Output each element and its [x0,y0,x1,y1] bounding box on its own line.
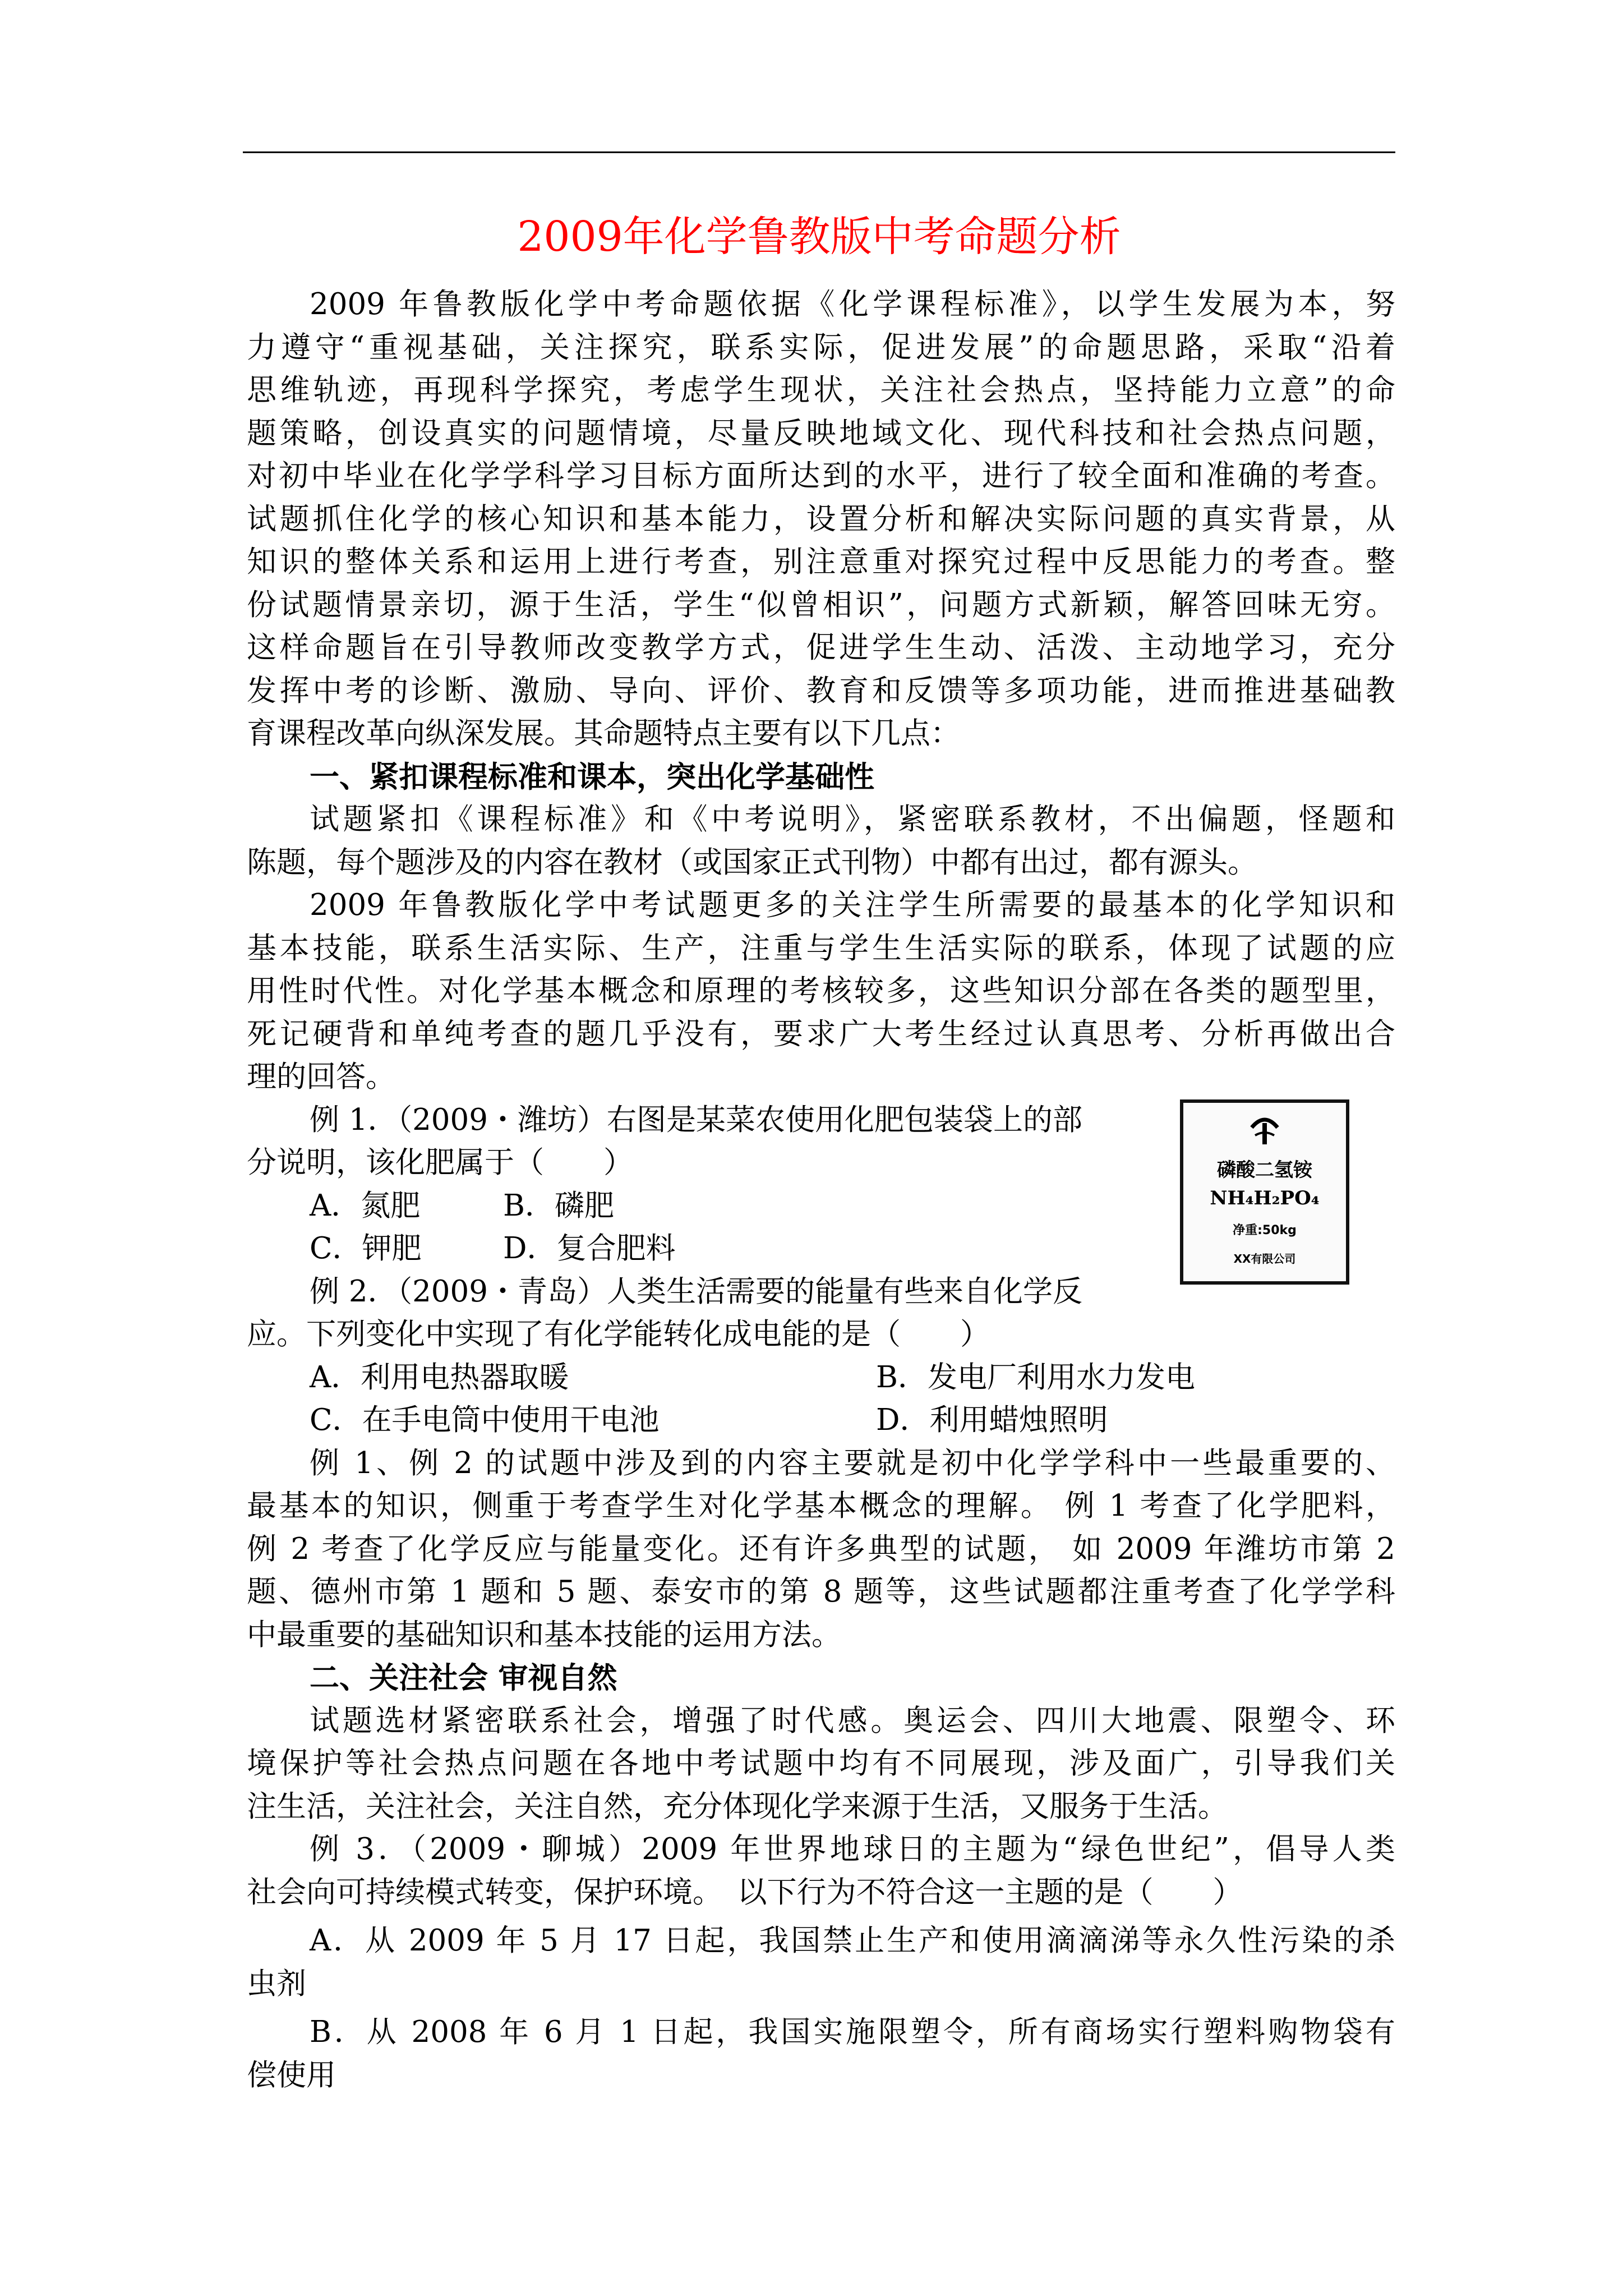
option-b: B．发电厂利用水力发电 [876,1360,1195,1395]
example-3-question: 例 3．（2009・聊城）2009 年世界地球日的主题为“绿色世纪”，倡导人类 [310,1832,1395,1866]
option-a: A．氮肥 [310,1188,421,1223]
fertilizer-name: 磷酸二氢铵 [1217,1159,1312,1181]
paragraph-line: 试题紧扣《课程标准》和《中考说明》，紧密联系教材，不出偏题，怪题和 [310,802,1395,836]
header-rule [243,151,1395,153]
paragraph-line: 理的回答。 [247,1060,395,1094]
option-c: C．在手电筒中使用干电池 [310,1403,660,1437]
paragraph-line: 例 1、例 2 的试题中涉及到的内容主要就是初中化学学科中一些最重要的、 [310,1446,1395,1480]
paragraph-line: 2009 年鲁教版化学中考命题依据《化学课程标准》，以学生发展为本，努 [310,287,1395,321]
example-2-question-cont: 应。下列变化中实现了有化学能转化成电能的是（ ） [247,1317,990,1351]
paragraph-line: 这样命题旨在引导教师改变教学方式，促进学生生动、活泼、主动地学习，充分 [247,631,1395,665]
paragraph-line: 知识的整体关系和运用上进行考查，别注意重对探究过程中反思能力的考查。整 [247,545,1395,579]
paragraph-line: 题策略，创设真实的问题情境，尽量反映地域文化、现代科技和社会热点问题， [247,416,1395,450]
paragraph-line: 用性时代性。对化学基本概念和原理的考核较多，这些知识分部在各类的题型里， [247,974,1395,1008]
fertilizer-formula: NH₄H₂PO₄ [1210,1187,1320,1209]
example-2-options-row-2 [247,1399,1395,1442]
paragraph-line: 2009 年鲁教版化学中考试题更多的关注学生所需要的最基本的化学知识和 [310,888,1395,922]
example-3-question-cont: 社会向可持续模式转变，保护环境。 以下行为不符合这一主题的是（ ） [247,1875,1243,1910]
paragraph-line: 力遵守“重视基础，关注探究，联系实际，促进发展”的命题思路，采取“沿着 [247,330,1395,365]
paragraph-line: 境保护等社会热点问题在各地中考试题中均有不同展现，涉及面广，引导我们关 [247,1746,1395,1780]
fertilizer-weight: 净重:50kg [1233,1223,1297,1237]
paragraph-line: 试题抓住化学的核心知识和基本能力，设置分析和解决实际问题的真实背景，从 [247,501,1395,536]
section-heading-2: 二、关注社会 审视自然 [310,1660,617,1695]
fertilizer-bag-figure [1180,1099,1349,1285]
example-3-option-a-cont: 虫剂 [247,1966,306,2001]
fertilizer-logo-icon [1245,1113,1284,1148]
paragraph-line: 基本技能，联系生活实际、生产，注重与学生生活实际的联系，体现了试题的应 [247,931,1395,965]
paragraph-line: 发挥中考的诊断、激励、导向、评价、教育和反馈等多项功能，进而推进基础教 [247,673,1395,708]
paragraph-line: 试题选材紧密联系社会，增强了时代感。奥运会、四川大地震、限塑令、环 [310,1703,1395,1738]
paragraph-line: 最基本的知识，侧重于考查学生对化学基本概念的理解。 例 1 考查了化学肥料， [247,1489,1395,1523]
paragraph-line: 对初中毕业在化学学科学习目标方面所达到的水平，进行了较全面和准确的考查。 [247,459,1395,493]
example-3-option-b-cont: 偿使用 [247,2058,336,2092]
example-2-question: 例 2．（2009・青岛）人类生活需要的能量有些来自化学反 [310,1274,1082,1309]
paragraph-line: 陈题，每个题涉及的内容在教材（或国家正式刊物）中都有出过，都有源头。 [247,845,1257,880]
paragraph-line: 育课程改革向纵深发展。其命题特点主要有以下几点： [247,716,960,751]
paragraph-line: 死记硬背和单纯考查的题几乎没有，要求广大考生经过认真思考、分析再做出合 [247,1016,1395,1051]
option-c: C．钾肥 [310,1231,422,1266]
paragraph-line: 份试题情景亲切，源于生活，学生“似曾相识”，问题方式新颖，解答回味无穷。 [247,587,1395,622]
fertilizer-company: XX有限公司 [1233,1252,1296,1266]
paragraph-line: 注生活，关注社会，关注自然，充分体现化学来源于生活，又服务于生活。 [247,1789,1228,1824]
paragraph-line: 题、德州市第 1 题和 5 题、泰安市的第 8 题等，这些试题都注重考查了化学学科 [247,1575,1395,1609]
option-d: D．复合肥料 [503,1231,676,1266]
section-heading-1: 一、紧扣课程标准和课本，突出化学基础性 [310,759,874,794]
option-a: A．利用电热器取暖 [310,1360,569,1395]
example-1-question-cont: 分说明，该化肥属于（ ） [247,1145,633,1180]
paragraph-line: 中最重要的基础知识和基本技能的运用方法。 [247,1617,841,1652]
document-title: 2009年化学鲁教版中考命题分析 [517,213,1121,261]
paragraph-line: 思维轨迹，再现科学探究，考虑学生现状，关注社会热点，坚持能力立意”的命 [247,373,1395,407]
option-b: B．磷肥 [503,1188,614,1223]
option-d: D．利用蜡烛照明 [876,1403,1108,1437]
example-3-option-a: A．从 2009 年 5 月 17 日起，我国禁止生产和使用滴滴涕等永久性污染的杀 [310,1924,1395,1958]
example-3-option-b: B．从 2008 年 6 月 1 日起，我国实施限塑令，所有商场实行塑料购物袋有 [310,2015,1395,2049]
example-2-options-row-1 [247,1356,1395,1400]
example-1-question: 例 1．（2009・潍坊）右图是某菜农使用化肥包装袋上的部 [310,1102,1082,1137]
paragraph-line: 例 2 考查了化学反应与能量变化。还有许多典型的试题， 如 2009 年潍坊市第 2 [247,1531,1395,1566]
